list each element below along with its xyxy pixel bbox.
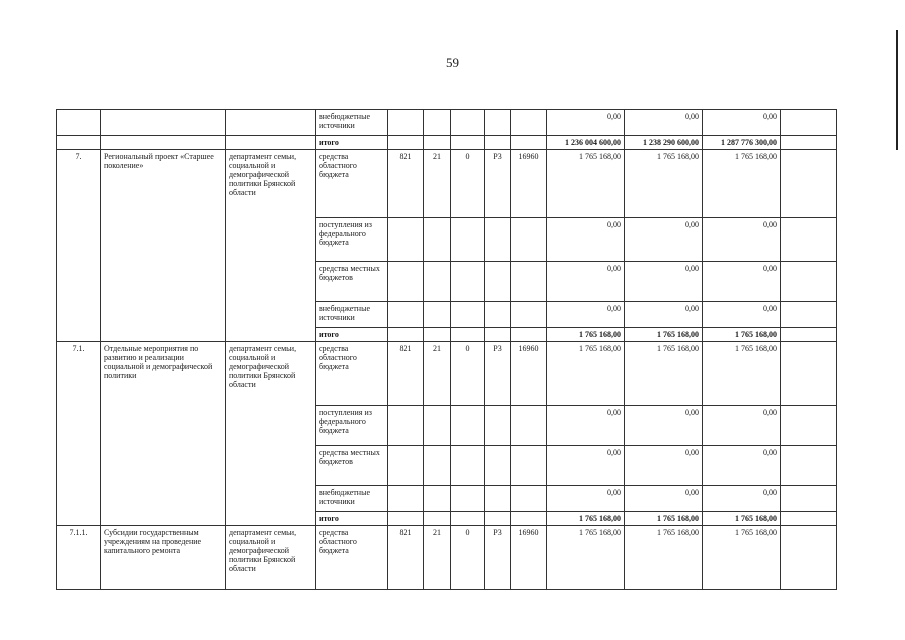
executor: департамент семьи, социальной и демографической политики Брянской области bbox=[226, 150, 316, 342]
value-cell: 0,00 bbox=[547, 218, 625, 262]
value-cell: 1 765 168,00 bbox=[703, 150, 781, 218]
source-cell: внебюджетные источники bbox=[316, 110, 388, 136]
source-cell: итого bbox=[316, 136, 388, 150]
value-cell: 0,00 bbox=[547, 302, 625, 328]
table-row bbox=[57, 342, 837, 406]
value-cell: 0,00 bbox=[703, 262, 781, 302]
value-cell: 0,00 bbox=[547, 446, 625, 486]
value-cell: 0,00 bbox=[703, 110, 781, 136]
value-cell: 1 765 168,00 bbox=[547, 512, 625, 526]
value-cell: 1 287 776 300,00 bbox=[703, 136, 781, 150]
source-cell: поступления из федерального бюджета bbox=[316, 406, 388, 446]
value-cell: 1 765 168,00 bbox=[703, 526, 781, 590]
value-cell: 1 765 168,00 bbox=[625, 150, 703, 218]
pgp-code: 0 bbox=[451, 150, 485, 218]
grbs-code: 821 bbox=[388, 342, 424, 406]
value-cell: 0,00 bbox=[625, 110, 703, 136]
value-cell: 0,00 bbox=[703, 446, 781, 486]
value-cell: 0,00 bbox=[703, 302, 781, 328]
value-cell: 0,00 bbox=[625, 406, 703, 446]
grbs-code: 821 bbox=[388, 150, 424, 218]
value-cell: 1 765 168,00 bbox=[703, 512, 781, 526]
value-cell: 0,00 bbox=[547, 110, 625, 136]
gp-code: 21 bbox=[424, 150, 451, 218]
value-cell: 1 765 168,00 bbox=[625, 526, 703, 590]
value-cell: 0,00 bbox=[625, 486, 703, 512]
table-row bbox=[57, 150, 837, 218]
value-cell: 1 236 004 600,00 bbox=[547, 136, 625, 150]
measure-name: Отдельные мероприятия по развитию и реализации социальной и демографической политики bbox=[101, 342, 226, 526]
source-cell: средства местных бюджетов bbox=[316, 262, 388, 302]
value-cell: 0,00 bbox=[703, 218, 781, 262]
page-number: 59 bbox=[446, 55, 459, 70]
value-cell: 0,00 bbox=[703, 486, 781, 512]
value-cell: 0,00 bbox=[625, 262, 703, 302]
source-cell: внебюджетные источники bbox=[316, 302, 388, 328]
value-cell: 1 765 168,00 bbox=[703, 342, 781, 406]
source-cell: средства областного бюджета bbox=[316, 342, 388, 406]
source-cell: итого bbox=[316, 512, 388, 526]
source-cell: итого bbox=[316, 328, 388, 342]
value-cell: 1 765 168,00 bbox=[547, 328, 625, 342]
row-number: 7.1. bbox=[57, 342, 101, 526]
source-cell: внебюджетные источники bbox=[316, 486, 388, 512]
executor: департамент семьи, социальной и демографической политики Брянской области bbox=[226, 342, 316, 526]
source-cell: средства местных бюджетов bbox=[316, 446, 388, 486]
gp-code: 21 bbox=[424, 526, 451, 590]
value-cell: 1 765 168,00 bbox=[547, 526, 625, 590]
value-cell: 1 765 168,00 bbox=[547, 342, 625, 406]
executor: департамент семьи, социальной и демографической политики Брянской области bbox=[226, 526, 316, 590]
value-cell: 0,00 bbox=[547, 262, 625, 302]
value-cell: 0,00 bbox=[625, 446, 703, 486]
value-cell: 0,00 bbox=[703, 406, 781, 446]
value-cell: 0,00 bbox=[625, 218, 703, 262]
gp-code: 21 bbox=[424, 342, 451, 406]
measure-name: Региональный проект «Старшее поколение» bbox=[101, 150, 226, 342]
value-cell: 0,00 bbox=[625, 302, 703, 328]
value-cell: 1 765 168,00 bbox=[625, 328, 703, 342]
value-cell: 1 238 290 600,00 bbox=[625, 136, 703, 150]
table-row bbox=[57, 110, 837, 136]
source-cell: поступления из федерального бюджета bbox=[316, 218, 388, 262]
om-code: Р3 bbox=[485, 342, 511, 406]
row-number: 7.1.1. bbox=[57, 526, 101, 590]
dir-code: 16960 bbox=[511, 150, 547, 218]
value-cell: 1 765 168,00 bbox=[547, 150, 625, 218]
source-cell: средства областного бюджета bbox=[316, 526, 388, 590]
measure-name: Субсидии государственным учреждениям на проведение капитального ремонта bbox=[101, 526, 226, 590]
pgp-code: 0 bbox=[451, 342, 485, 406]
value-cell: 1 765 168,00 bbox=[625, 512, 703, 526]
table-row bbox=[57, 526, 837, 590]
dir-code: 16960 bbox=[511, 526, 547, 590]
dir-code: 16960 bbox=[511, 342, 547, 406]
value-cell: 0,00 bbox=[547, 406, 625, 446]
value-cell: 1 765 168,00 bbox=[703, 328, 781, 342]
budget-table bbox=[56, 109, 837, 590]
value-cell: 0,00 bbox=[547, 486, 625, 512]
pgp-code: 0 bbox=[451, 526, 485, 590]
grbs-code: 821 bbox=[388, 526, 424, 590]
value-cell: 1 765 168,00 bbox=[625, 342, 703, 406]
source-cell: средства областного бюджета bbox=[316, 150, 388, 218]
om-code: Р3 bbox=[485, 526, 511, 590]
margin-mark bbox=[896, 30, 898, 150]
table-row bbox=[57, 136, 837, 150]
om-code: Р3 bbox=[485, 150, 511, 218]
row-number: 7. bbox=[57, 150, 101, 342]
